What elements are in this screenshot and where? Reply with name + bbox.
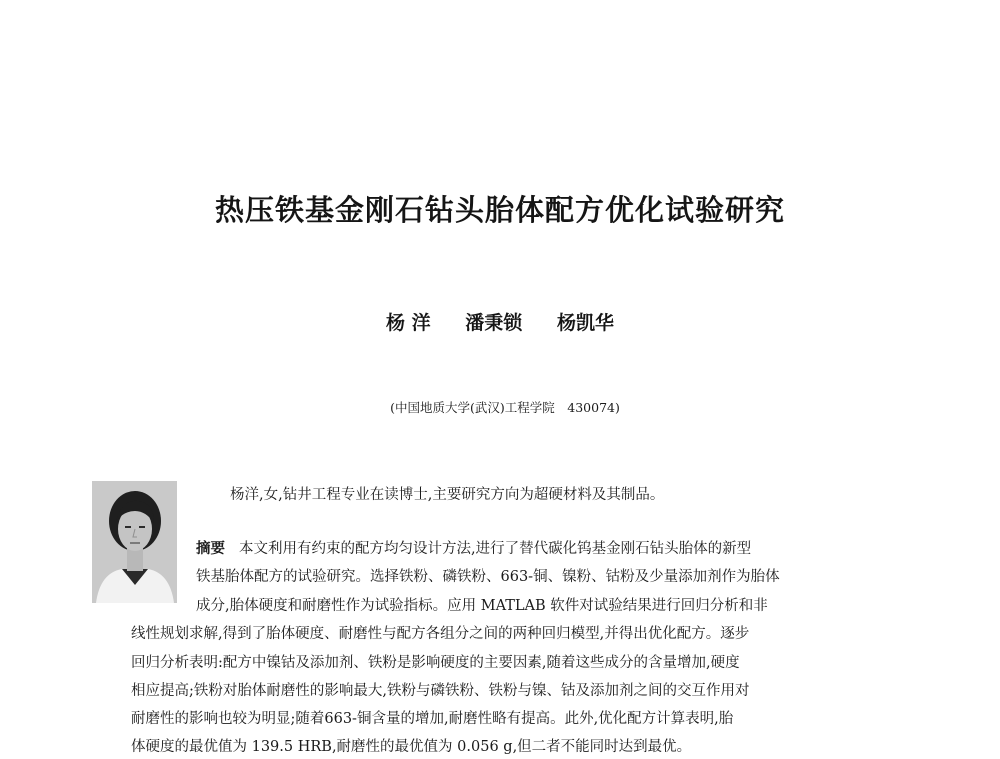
abstract-heading: 摘要 [196,541,225,557]
abstract-text: 本文利用有约束的配方均匀设计方法,进行了替代碳化钨基金刚石钻头胎体的新型 [239,541,752,557]
author-name: 杨凯华 [556,312,614,334]
abstract-line: 成分,胎体硬度和耐磨性作为试验指标。应用 MATLAB 软件对试验结果进行回归分析和非 [196,598,768,614]
author-bio: 杨洋,女,钻井工程专业在读博士,主要研究方向为超硬材料及其制品。 [230,487,665,503]
abstract-line: 回归分析表明:配方中镍钴及添加剂、铁粉是影响硬度的主要因素,随着这些成分的含量增加,硬度 [131,655,740,671]
author-name: 杨 洋 [386,312,431,334]
author-list [0,308,1000,335]
author-photo [92,481,177,603]
affiliation: (中国地质大学(武汉)工程学院 430074) [390,400,620,415]
abstract-line: 线性规划求解,得到了胎体硬度、耐磨性与配方各组分之间的两种回归模型,并得出优化配方。逐步 [131,626,750,642]
abstract-line: 耐磨性的影响也较为明显;随着663-铜含量的增加,耐磨性略有提高。此外,优化配方计算表明,胎 [131,711,734,727]
paper-title: 热压铁基金刚石钻头胎体配方优化试验研究 [214,193,785,227]
abstract-line [196,537,751,558]
abstract-line: 铁基胎体配方的试验研究。选择铁粉、磷铁粉、663-铜、镍粉、钴粉及少量添加剂作为胎体 [196,569,780,585]
author-name: 潘秉锁 [465,312,523,334]
abstract-line: 相应提高;铁粉对胎体耐磨性的影响最大,铁粉与磷铁粉、铁粉与镍、钴及添加剂之间的交互作用对 [131,683,750,699]
abstract-line: 体硬度的最优值为 139.5 HRB,耐磨性的最优值为 0.056 g,但二者不能同时达到最优。 [131,739,692,755]
